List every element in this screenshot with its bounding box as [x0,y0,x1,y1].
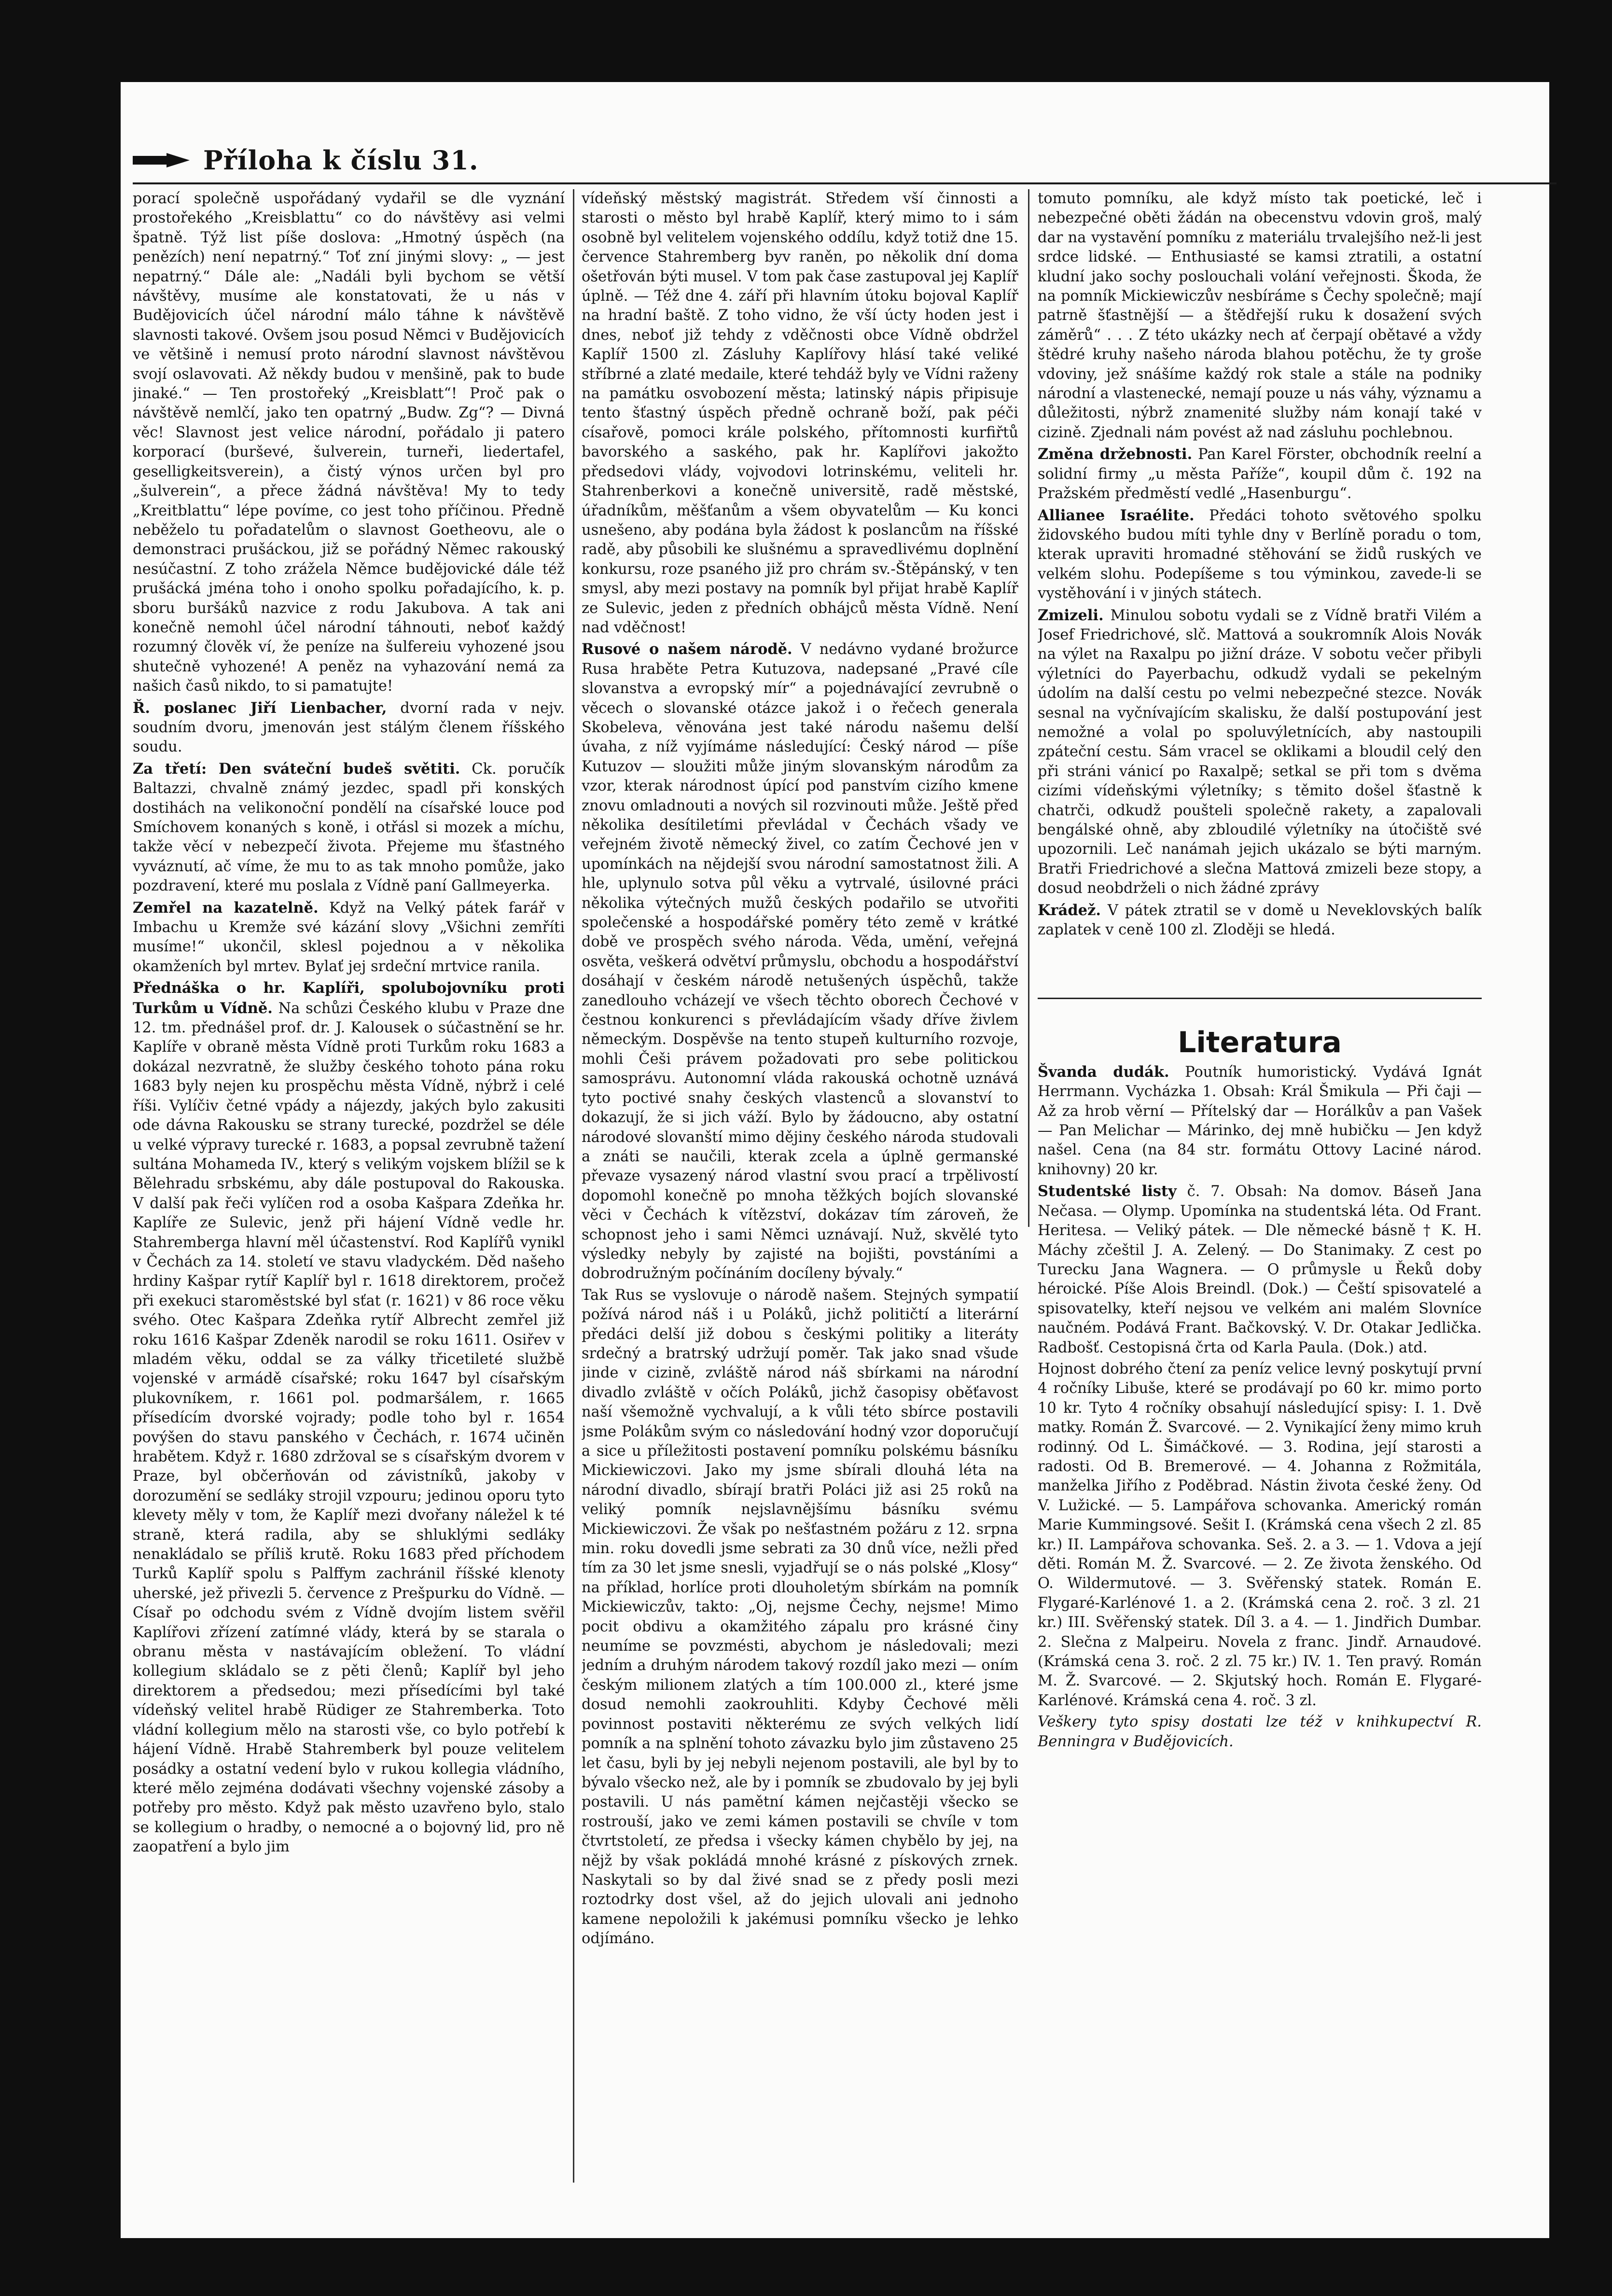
news-item [133,759,565,896]
section-title-literature: Literatura [1038,998,1482,1052]
scan-border-left [0,0,121,2296]
supplement-label: Příloha k číslu 31. [203,145,479,176]
news-headline: Za třetí: Den sváteční budeš světiti. [133,760,460,778]
news-headline: Zmizeli. [1038,606,1104,624]
column-2 [582,189,1018,2255]
scan-border-right [1549,0,1612,2296]
news-body: Předáci tohoto světového spolku židovského budou míti tyhle dny v Berlíně poradu o tom, kterak upraviti hromadné stěhování se židů ruských ve velkém slohu. Podepíšeme s tou výminkou, zavede-li se vystěhování i v jiných státech. [1038,507,1482,602]
literature-item [1038,1182,1482,1358]
article-paragraph: tomuto pomníku, ale když místo tak poetické, leč i nebezpečné oběti žádán na obecenstvu vdovin groš, malý dar na vystavění pomníku z materiálu trvalejšího než-li jest srdce lidské. — Enthusiasté se kamsi ztratili, a ostatní kludní jako sochy poslouchali volání veřejnosti. Škoda, že na pomník Mickiewiczův nesbíráme s Čechy společně; mají patrně šťastnější — a štědřejší ruku k dosažení svých záměrů“ . . . Z této ukázky nech ať čerpají obětavé a vždy štědré kruhy našeho národa blahou potěchu, že ty groše vdoviny, jež snášíme každý rok stale a stále na podniky národní a vlastenecké, nemají pouze u nás váhy, významu a důležitosti, nýbrž znamenité služby nám konají také v cizině. Zjednali nám povést až nad zásluhu pochlebnou. [1038,190,1482,441]
scan-border-top [0,0,1612,82]
article-paragraph: Tak Rus se vyslovuje o národě našem. Stejných sympatií požívá národ náš i u Poláků, jichž političtí a literární předáci delší již dobou s českými politiky a literáty srdečný a bratrský udržují poměr. Tak jako snad všude jinde v cizině, zvláště národ náš sbírkami na národní divadlo zvláště v očích Poláků, jichž časopisy oběťavost naší všemožně vychvalují, a k vůli této sbírce postavili jsme Polákům svým co následování hodný vzor doporučují a sice u příležitosti postavení pomníku polskému básníku Mickiewiczovi. Jako my jsme sbírali dlouhá léta na národní divadlo, sbírají bratři Poláci již asi 25 roků na veliký pomník nejslavnějšímu básníku svému Mickiewiczovi. Že však po nešťastném požáru z 12. srpna min. roku dovedli jsme sebrati za 30 dnů více, nežli před tím za 30 let jsme snesli, vyjadřují se o nás polské „Klosy“ na příklad, horlíce proti dlouholetým sbírkám na pomník Mickiewiczův, takto: „Oj, nejsme Čechy, nejsme! Mimo pocit obdivu a okamžitého zápalu pro krásné činy neumíme se povzmésti, abychom je následovali; mezi jedním a druhým národem takový rozdíl jako mezi — oním českým milionem zlatých a tím 100.000 zl., které jsme dosud nemohli zaokrouhliti. Kdyby Čechové měli povinnost postaviti některému ze svých velkých lidí pomník a na splnění tohoto závazku bylo jim zůstaveno 25 let času, byli by jej nebyli nejenom postavili, ale byl by to bývalo všecko než, ale by i pomník se zbudovalo by jej byli postavili. U nás pamětní kámen nejčastěji všecko se rostrouší, jako ve zemi kámen postavili se chvíle v tom čtvrtstoletí, ze předsa i všecky kámen chybělo by jej, na nějž by však pokládá mnohé krásné z pískových zrnek. Naskytali so by dal živé snad se z předy posli mezi roztodrky dost všel, až do jejich ulovali ani jednoho kamene nepoložili k jakémusi pomníku všecko je lehko odjímáno. [582,1286,1018,1948]
literature-headline: Švanda dudák. [1038,1063,1169,1081]
news-item [1038,506,1482,604]
news-item [582,640,1018,1283]
news-body: Minulou sobotu vydali se z Vídně bratři Vilém a Josef Friedrichové, slč. Mattová a soukromník Alois Novák na výlet na Raxalpu po jižní dráze. V sobotu večer přibyli výletníci do Payerbachu, odkudž vydali se pekelným údolím na další cestu po velmi nebezpečné stezce. Novák sesnal na vyčnívajícím skalisku, že další postupování jest nemožné a volal po spoluvýletnících, aby nastoupili zpáteční cestu. Sám vracel se oklikami a bloudil celý den při stráni vánicí po Raxalpě; setkal se při tom s dvěma cizími vídeňskými výletníky; s těmito došel šťastně k chatrči, odkudž poušteli společně rakety, a zapalovali bengálské ohně, aby zbloudilé výletníky na útočiště své upozornili. Leč nanámah jejich ukázalo se býti marným. Bratři Friedrichové a slečna Mattová zmizeli beze stopy, a dosud neobdrželi o nich žádné zprávy [1038,607,1482,897]
column-divider [573,189,574,2183]
news-headline: Ř. poslanec Jiří Lienbacher, [133,699,387,717]
news-headline: Krádež. [1038,901,1101,919]
article-paragraph: vídeňský městský magistrát. Středem vší činnosti a starosti o město byl hrabě Kaplíř, který mimo to i sám osobně byl velitelem vojenského oddílu, když totiž dne 15. července Stahremberg byv raněn, po několik dní doma ošetřován býti musel. V tom pak čase zastupoval jej Kaplíř úplně. — Též dne 4. září při hlavním útoku bojoval Kaplíř na hradní baště. Z toho vidno, že vší úcty hoden jest i dnes, neboť již tehdy z vděčnosti obce Vídně obdržel Kaplíř 1500 zl. Zásluhy Kaplířovy hlásí také veliké stříbrné a zlaté medaile, které tehdáž byly ve Vídni raženy na památku osvobození města; latinský nápis připisuje tento šťastný úspěch předně ochraně boží, pak péči císařově, pomoci krále polského, přítomnosti kurfiřtů bavorského a saského, pak hr. Kaplířovi jakožto předsedovi vlády, vojvodovi lotrinskému, veliteli hr. Stahrenberkovi a konečně universitě, radě městské, úřadníkům, měšťanům a všem obyvatelům — Ku konci usnešeno, aby podána byla žádost k poslancům na říšské radě, aby působili ke slušnému a spravedlivému doplnění konkursu, roze psaného již pro chrám sv.-Štěpánský, v ten smysl, aby mezi postavy na pomník byl přijat hrabě Kaplíř ze Sulevic, jeden z předních obhájců města Vídně. Není nad vděčnost! [582,190,1018,636]
news-item [1038,445,1482,503]
article-paragraph: porací společně uspořádaný vydařil se dle vyznání prostořekého „Kreisblattu“ co do návštěvy asi velmi špatně. Týž list píše doslova: „Hmotný úspěch (na penězích) není nepatrný.“ Toť zní jinými slovy: „ — jest nepatrný.“ Dále ale: „Nadáli byli bychom se větší návštěvy, musíme ale konstatovati, že u nás v Budějovicích účel národní málo táhne k návštěvě slavnosti takové. Ovšem jsou posud Němci v Budějovicích ve většině i nemusí proto národní slavnost návštěvou svojí oslavovati. Až někdy budou v menšině, pak to bude jinaké.“ — Ten prostořeký „Kreisblatt“! Proč pak o návštěvě nemlčí, jako ten opatrný „Budw. Zg“? — Divná věc! Slavnost jest velice národní, pořádalo ji patero korporací (burševé, šulverein, turneři, liedertafel, geselligkeitsverein), a čistý výnos určen byl pro „šulverein“, a přece žádná návštěva! My to tedy „Kreitblattu“ lépe povíme, co jest toho příčinou. Předně neběželo tu pořadatelům o slavnost Goetheovu, ale o demonstraci prušáckou, již se pořádný Němec rakouský nesúčastní. Z toho zrážela Němce budějovické dále též prušácká jména toho i onoho spolku pořadajícího, k. p. sboru buršáků nazvice z rodu Jakubova. A tak ani konečně nemohl účel národní táhnouti, neboť každý rozumný člověk ví, že peníze na šulfereiu vyhozené jsou shutečně vyhozené! A peněz na vyhazování nemá za našich časů nikdo, to si pamatujte! [133,190,565,695]
news-body: V nedávno vydané brožurce Rusa hraběte Petra Kutuzova, nadepsané „Pravé cíle slovanstva a evropský mír“ a pojednávající zevrubně o věcech o slovanské otázce jakož i o řečech generala Skobeleva, věnována jest také národu našemu delší úvaha, z níž vyjímáme následující: Český národ — píše Kutuzov — sloužiti může jiným slovanským národům za vzor, kterak národnost úpící pod panstvím cizího kmene znovu omladnouti a nových sil rozvinouti může. Ještě před několika desítiletími převládal v Čechách všady ve veřejném životě německý živel, co zatím Čechové jen v upomínkách na nějdejší svou národní samostatnost žili. A hle, uplynulo sotva půl věku a vytrvalé, úsilovné práci několika výtečných mužů českých podařilo se utvořiti společenské a hospodářské poměry této země v krátké době ve prospěch svého národa. Věda, umění, veřejná osvěta, veškerá odvětví průmyslu, obchodu a hospodářství dosáhají v českém národě netušených úspěchů, takže zanedlouho vcházejí ve všech těchto oborech Čechové v čestnou konkurenci s převládajícím všady dříve živlem německým. Dospěvše na tento stupeň kulturního rozvoje, mohli Češi právem požadovati pro sebe politickou samosprávu. Autonomní vláda rakouská ochotně uznává tyto poctivé snahy českých vlastenců a slovanství to dokazují, že si jich váží. Bylo by žádoucno, aby ostatní národové slovanští mimo dějiny českého národa studovali a znáti se naučili, kterak zcela a úplně germanské převaze vysazený národ vlastní svou prací a trpělivostí dopomohl konečně po mnoha těžkých bojích slovanské věci v Čechách k vítězství, dokázav tím zároveň, že schopnost jeho i sami Němci uznávají. Nuž, skvělé tyto výsledky nebyly by zajisté na bojišti, povstáními a dobrodružným počínáním docíleny bývaly.“ [582,641,1018,1282]
column-3 [1038,189,1482,2255]
literature-item [1038,1062,1482,1180]
news-body: Když na Velký pátek farář v Imbachu u Kremže své kázání slovy „Všichni zemříti musíme!“ ukončil, sklesl pojednou a v několika okamženích byl mrtev. Bylať jej srdeční mrtvice ranila. [133,899,565,975]
literature-note-text: Veškery tyto spisy dostati lze též v knihkupectví R. Benningra v Budějovicích. [1038,1713,1482,1750]
news-headline: Allianee Israélite. [1038,506,1195,524]
news-body: Ck. poručík Baltazzi, chvalně známý jezdec, spadl při konských dostihách na velikonoční pondělí na císařské louce pod Smíchovem konaných s koně, i otřásl si mozek a míchu, takže věcí v nebezpečí života. Přejeme mu šťastného vyváznutí, ač víme, že mu to as tak mnoho pomůže, jako pozdravení, které mu poslala z Vídně paní Gallmeyerka. [133,760,565,895]
news-headline: Přednáška o hr. Kaplíři, spolubojovníku proti Turkům u Vídně. [133,979,565,1017]
news-item [1038,606,1482,899]
news-body: Pan Karel Förster, obchodník reelní a solidní firmy „u města Paříže“, koupil dům č. 192 na Pražském předměstí vedlé „Hasenburgu“. [1038,446,1482,502]
literature-body: č. 7. Obsah: Na domov. Báseň Jana Nečasa. — Olymp. Upomínka na studentská léta. Od Frant. Heritesa. — Veliký pátek. — Dle německé básně † K. H. Máchy zčeštil J. A. Zelený. — Do Stanimaky. Z cest po Turecku Jana Wagnera. — O průmysle u Řeků doby héroické. Píše Alois Breindl. (Dok.) — Čeští spisovatelé a spisovatelky, kteří nejsou ve velkém ani malém Slovníce naučném. Podává Frant. Bačkovský. V. Dr. Otakar Jedlička. Radbošť. Cestopisná črta od Karla Paula. (Dok.) atd. [1038,1183,1482,1356]
literature-note [1038,1712,1482,1752]
page-header [133,145,479,176]
column-divider [1028,189,1029,1227]
literature-body: Poutník humoristický. Vydává Ignát Herrmann. Vycházka 1. Obsah: Král Šmikula — Při čaji — Až za hrob věrní — Přítelský dar — Horálkův a pan Vašek — Pan Melichar — Márinko, dej mně hubičku — Jen když našel. Cena (na 84 str. formátu Ottovy Laciné národ. knihovny) 20 kr. [1038,1063,1482,1178]
news-body: dvorní rada v nejv. soudním dvoru, jmenován jest stálým členem říšského soudu. [133,699,565,756]
news-body: Na schůzi Českého klubu v Praze dne 12. tm. přednášel prof. dr. J. Kalousek o súčastnění se hr. Kaplíře v obraně města Vídně proti Turkům roku 1683 a dokázal nezvratně, že služby českého tohoto pána roku 1683 byly nejen ku prospěchu města Vídně, nýbrž i celé říši. Vylíčiv četné vpády a nájezdy, jakých bylo zakusiti ode dávna Rakousku se strany turecké, pozdržel se déle u velké výpravy turecké r. 1683, a popsal zevrubně tažení sultána Mohameda IV., který s velikým vojskem blížil se k Bělehradu srbskému, aby dále postupoval do Rakouska. V další pak řeči vylíčen rod a osoba Kašpara Zdeňka hr. Kaplíře ze Sulevic, jenž při hájení Vídně vedle hr. Stahremberga hlavní měl účastenství. Rod Kaplířů vynikl v Čechách za 14. století ve stavu vladyckém. Děd našeho hrdiny Kašpar rytíř Kaplíř byl r. 1618 direktorem, pročež při exekuci staroměstské byl sťat (r. 1621) v 86 roce věku svého. Otec Kašpara Zdeňka rytíř Albrecht zemřel již roku 1616 Kašpar Zdeněk narodil se roku 1611. Osiřev v mladém věku, oddal se za války třicetileté službě vojenské v armádě císařské; roku 1647 byl císařským plukovníkem, r. 1661 pol. podmaršálem, r. 1665 přísedícím dvorské vojrady; podle toho byl r. 1654 povýšen do stavu panského v Čechách, r. 1674 učiněn hrabětem. Když r. 1680 zdržoval se s císařským dvorem v Praze, byl občerňován od závistníků, jakoby v dorozumění se sedláky strojil vzpouru; jedinou oporu tyto klevety měly v tom, že Kaplíř mezi dvořany náležel k té straně, která radila, aby se shluklými sedláky nenakládalo se příliš krutě. Roku 1683 před příchodem Turků Kaplíř spolu s Palffym zachránil říšské klenoty uherské, jež přivezli 5. července z Prešpurku do Vídně. — Císař po odchodu svém z Vídně dvojím listem svěřil Kaplířovi zřízení zatímné vlády, která by se starala o obranu města v nastávajícím obležení. To vládní kollegium skládalo se z pěti členů; Kaplíř byl jeho direktorem a předsedou; mezi přísedícími byl také vídeňský velitel hrabě Rüdiger ze Stahremberka. Toto vládní kollegium mělo na starosti vše, co bylo potřebí k hájení Vídně. Hrabě Stahremberk byl pouze velitelem posádky a ostatní vedení bylo v rukou kollegia vládního, které mělo zejména dodávati všechny vojenské zásoby a potřeby pro město. Když pak město uzavřeno bylo, stalo se kollegium o hradby, o nemocné a o bojovný lid, pro ně zaopatření a bylo jim [133,1000,565,1856]
news-headline: Zemřel na kazatelně. [133,899,319,917]
news-item [133,898,565,977]
column-1 [133,189,565,2255]
news-headline: Změna držebnosti. [1038,445,1193,463]
header-rule [133,182,1556,184]
news-item [1038,901,1482,940]
pointing-hand-icon [133,152,191,168]
literature-item: Hojnost dobrého čtení za peníz velice levný poskytují první 4 ročníky Libuše, které se prodávají po 60 kr. mimo porto 10 kr. Tyto 4 ročníky obsahují následující spisy: I. 1. Dvě matky. Román Ž. Svarcové. — 2. Vynikající ženy mimo kruh rodinný. Od L. Šimáčkové. — 3. Rodina, její starosti a radosti. Od B. Bremerové. — 4. Johanna z Rožmitála, manželka Jiřího z Poděbrad. Nástin života české ženy. Od V. Lužické. — 5. Lampářova schovanka. Americký román Marie Kummingsové. Sešit I. (Krámská cena všech 2 zl. 85 kr.) II. Lampářova schovanka. Seš. 2. a 3. — 1. Vdova a její děti. Román M. Ž. Svarcové. — 2. Ze života ženského. Od O. Wildermutové. — 3. Svěřenský statek. Román E. Flygaré-Karlénové 1. a 2. (Krámská cena 2. roč. 3 zl. 21 kr.) III. Svěřenský statek. Díl 3. a 4. — 1. Jindřich Dumbar. 2. Slečna z Malpeiru. Novela z franc. Jindř. Arnaudové. (Krámská cena 3. roč. 2 zl. 75 kr.) IV. 1. Ten pravý. Román M. Ž. Svarcové. — 2. Skjutský hoch. Román E. Flygaré-Karlénové. Krámská cena 4. roč. 3 zl. [1038,1360,1482,1709]
literature-headline: Studentské listy [1038,1183,1177,1200]
news-item [133,978,565,1857]
news-headline: Rusové o našem národě. [582,640,792,658]
news-body: V pátek ztratil se v domě u Neveklovských balík zaplatek v ceně 100 zl. Zloději se hledá. [1038,902,1482,939]
news-item [133,698,565,757]
